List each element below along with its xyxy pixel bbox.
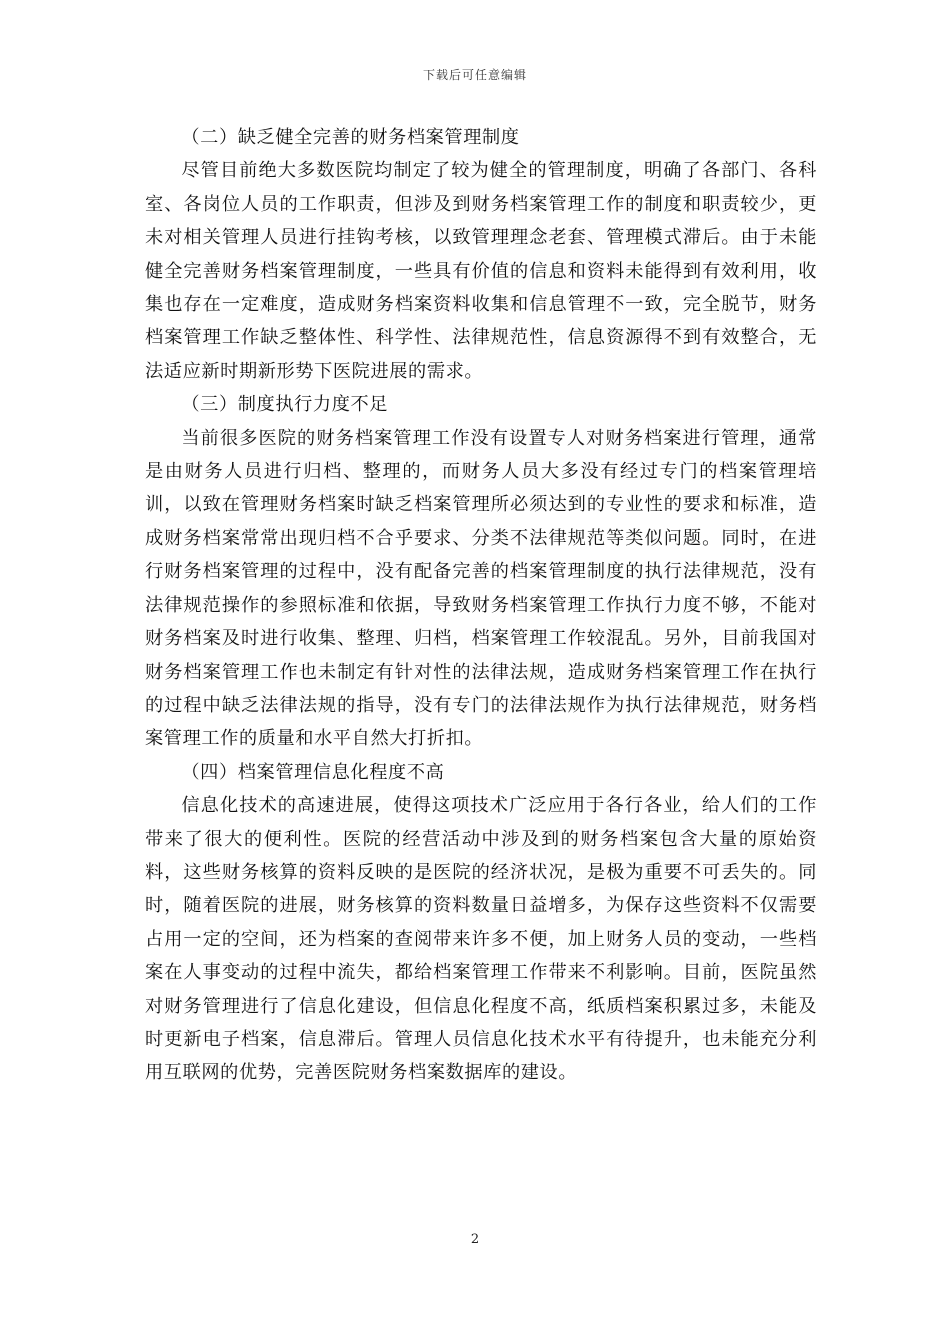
section-heading-4: （四）档案管理信息化程度不高 (181, 761, 445, 783)
section-heading-3: （三）制度执行力度不足 (181, 394, 389, 416)
document-body (145, 121, 817, 1090)
section-paragraph-4: 信息化技术的高速进展，使得这项技术广泛应用于各行各业，给人们的工作带来了很大的便利性。医院的经营活动中涉及到的财务档案包含大量的原始资料，这些财务核算的资料反映的是医院的经济状况，是极为重要不可丢失的。同时，随着医院的进展，财务核算的资料数量日益增多，为保存这些资料不仅需要占用一定的空间，还为档案的查阅带来许多不便，加上财务人员的变动，一些档案在人事变动的过程中流失，都给档案管理工作带来不利影响。目前，医院虽然对财务管理进行了信息化建设，但信息化程度不高，纸质档案积累过多，未能及时更新电子档案，信息滞后。管理人员信息化技术水平有待提升，也未能充分利用互联网的优势，完善医院财务档案数据库的建设。 (145, 795, 817, 1084)
section-paragraph-3: 当前很多医院的财务档案管理工作没有设置专人对财务档案进行管理，通常是由财务人员进行归档、整理的，而财务人员大多没有经过专门的档案管理培训，以致在管理财务档案时缺乏档案管理所必须达到的专业性的要求和标准，造成财务档案常常出现归档不合乎要求、分类不法律规范等类似问题。同时，在进行财务档案管理的过程中，没有配备完善的档案管理制度的执行法律规范，没有法律规范操作的参照标准和依据，导致财务档案管理工作执行力度不够，不能对财务档案及时进行收集、整理、归档，档案管理工作较混乱。另外，目前我国对财务档案管理工作也未制定有针对性的法律法规，造成财务档案管理工作在执行的过程中缺乏法律法规的指导，没有专门的法律法规作为执行法律规范，财务档案管理工作的质量和水平自然大打折扣。 (145, 427, 817, 750)
page-header: 下载后可任意编辑 (422, 68, 527, 82)
section-heading-2: （二）缺乏健全完善的财务档案管理制度 (181, 127, 520, 148)
section-paragraph-2: 尽管目前绝大多数医院均制定了较为健全的管理制度，明确了各部门、各科室、各岗位人员的工作职责，但涉及到财务档案管理工作的制度和职责较少，更未对相关管理人员进行挂钩考核，以致管理理念老套、管理模式滞后。由于未能健全完善财务档案管理制度，一些具有价值的信息和资料未能得到有效利用，收集也存在一定难度，造成财务档案资料收集和信息管理不一致，完全脱节，财务档案管理工作缺乏整体性、科学性、法律规范性，信息资源得不到有效整合，无法适应新时期新形势下医院进展的需求。 (145, 160, 817, 382)
page-number: 2 (470, 1232, 480, 1247)
